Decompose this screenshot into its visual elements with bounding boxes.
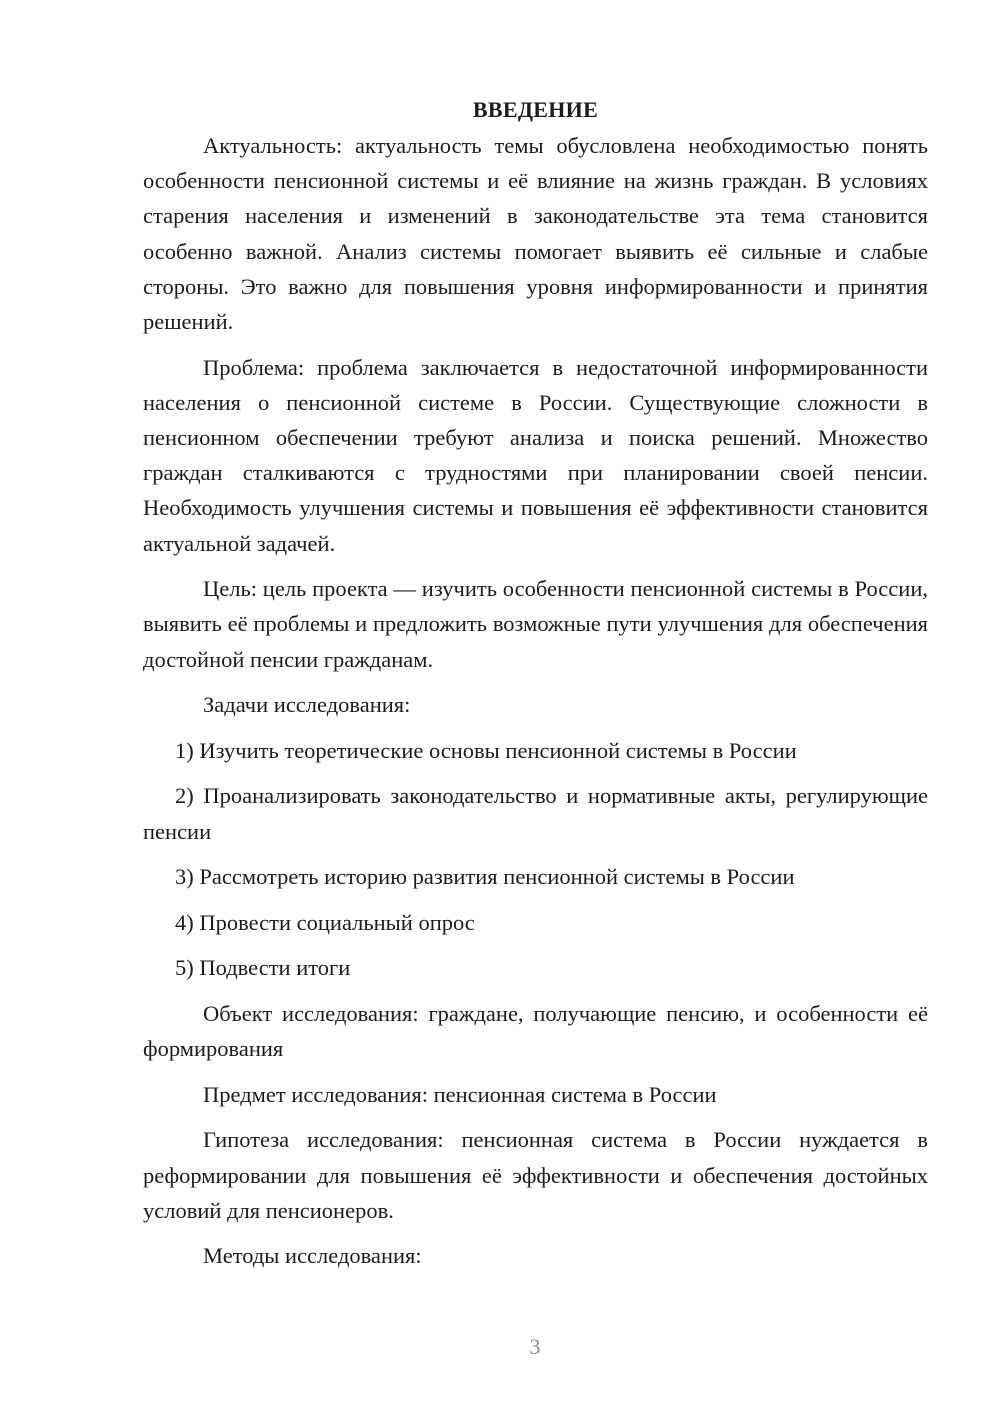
paragraph-relevance: Актуальность: актуальность темы обусловлена необходимостью понять особенности пенсионной системы и её влияние на жизнь граждан. В условиях старения населения и изменений в законодательстве эта тема становится особенно важной. Анализ системы помогает выявить её сильные и слабые стороны. Это важно для повышения уровня информированности и принятия решений.	[143, 133, 928, 335]
paragraph-object: Объект исследования: граждане, получающие пенсию, и особенности её формирования	[143, 1000, 928, 1062]
paragraph-problem: Проблема: проблема заключается в недостаточной информированности населения о пенсионной системе в России. Существующие сложности в пенсионном обеспечении требуют анализа и поиска решений. Множество граждан сталкиваются с трудностями при планировании своей пенсии. Необходимость улучшения системы и повышения её эффективности становится актуальной задачей.	[143, 354, 928, 556]
task-item-4: 4) Провести социальный опрос	[175, 909, 475, 935]
document-page	[143, 92, 928, 1284]
paragraph-hypothesis: Гипотеза исследования: пенсионная система в России нуждается в реформировании для повышения её эффективности и обеспечения достойных условий для пенсионеров.	[143, 1127, 928, 1223]
task-item-5: 5) Подвести итоги	[175, 955, 351, 981]
page-number: 3	[529, 1334, 541, 1359]
paragraph-tasks-heading: Задачи исследования:	[203, 692, 411, 718]
paragraph-goal: Цель: цель проекта — изучить особенности пенсионной системы в России, выявить её проблемы и предложить возможные пути улучшения для обеспечения достойной пенсии гражданам.	[143, 576, 928, 672]
task-item-2: 2) Проанализировать законодательство и нормативные акты, регулирующие пенсии	[143, 783, 928, 844]
paragraph-subject: Предмет исследования: пенсионная система в России	[203, 1081, 717, 1107]
paragraph-methods: Методы исследования:	[203, 1243, 422, 1269]
task-item-1: 1) Изучить теоретические основы пенсионной системы в России	[175, 737, 797, 763]
task-item-3: 3) Рассмотреть историю развития пенсионной системы в России	[175, 864, 795, 890]
section-title: ВВЕДЕНИЕ	[472, 97, 599, 122]
